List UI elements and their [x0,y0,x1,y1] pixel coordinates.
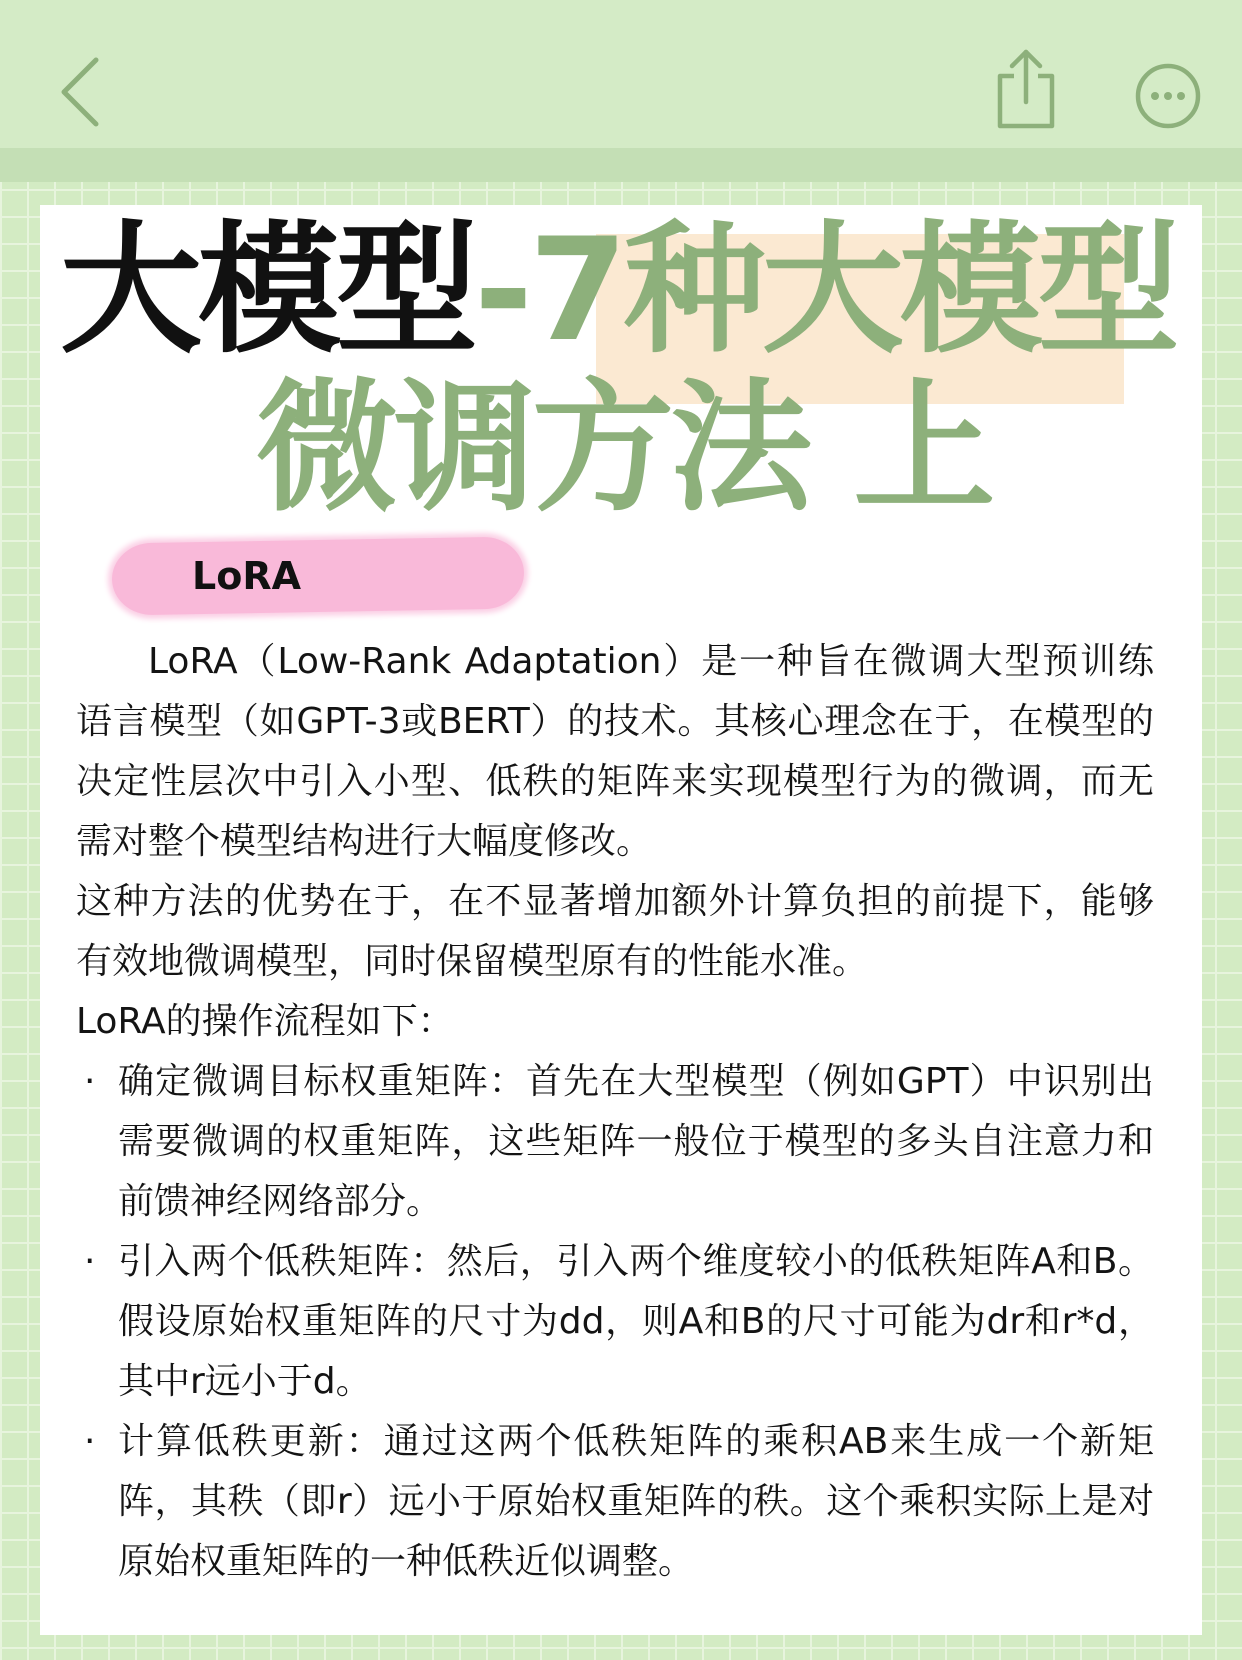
title-black-part: 大模型 [60,208,474,373]
chevron-left-icon[interactable] [56,52,116,132]
section-tag-highlight [111,536,524,615]
section-tag-label: LoRA [192,554,301,598]
process-heading: LoRA的操作流程如下： [76,1001,454,1042]
title-green-part-1: -7种大模型 [474,208,1176,373]
more-horizontal-icon[interactable] [1134,62,1202,130]
share-icon[interactable] [994,46,1058,132]
page-title [60,208,1190,531]
title-green-part-2: 微调方法 上 [256,366,992,531]
intro-paragraph: LoRA（Low-Rank Adaptation）是一种旨在微调大型预训练语言模型（如GPT-3或BERT）的技术。其核心理念在于，在模型的决定性层次中引入小型、低秩的矩阵来实现模型行为的微调，而无需对整个模型结构进行大幅度修改。 [76,641,1154,862]
steps-list [76,1052,1154,1592]
nav-bar-shadow [0,148,1242,182]
advantage-paragraph: 这种方法的优势在于，在不显著增加额外计算负担的前提下，能够有效地微调模型，同时保留模型原有的性能水准。 [76,881,1154,982]
list-item: · 计算低秩更新：通过这两个低秩矩阵的乘积AB来生成一个新矩阵，其秩（即r）远小于原始权重矩阵的秩。这个乘积实际上是对原始权重矩阵的一种低秩近似调整。 [76,1412,1154,1592]
article-body [76,632,1154,1592]
list-item: · 引入两个低秩矩阵：然后，引入两个维度较小的低秩矩阵A和B。假设原始权重矩阵的尺寸为dd，则A和B的尺寸可能为dr和r*d，其中r远小于d。 [76,1232,1154,1412]
list-item: · 确定微调目标权重矩阵：首先在大型模型（例如GPT）中识别出需要微调的权重矩阵，这些矩阵一般位于模型的多头自注意力和前馈神经网络部分。 [76,1052,1154,1232]
